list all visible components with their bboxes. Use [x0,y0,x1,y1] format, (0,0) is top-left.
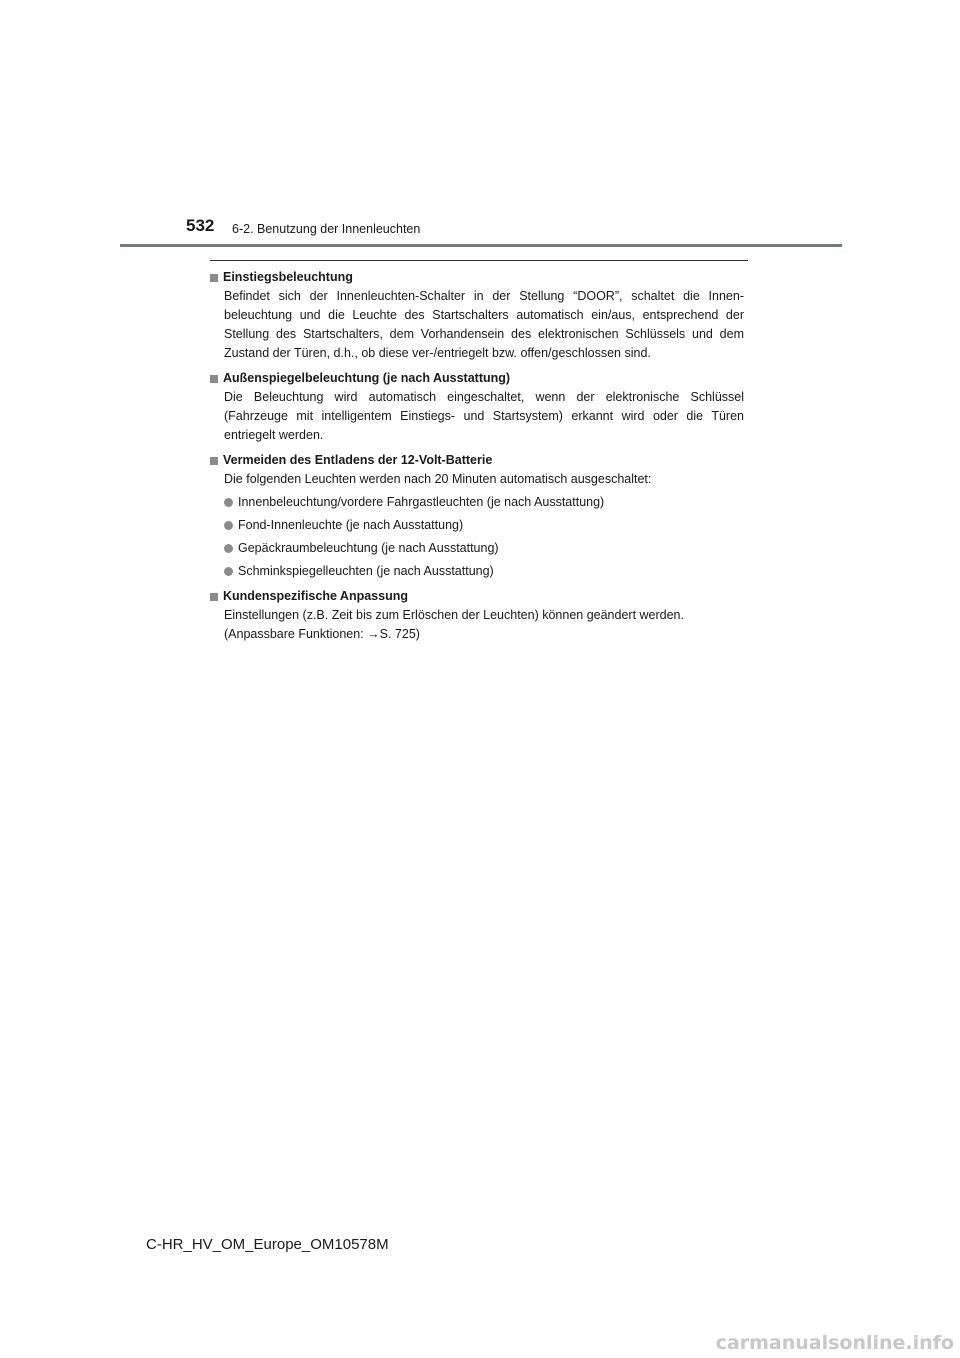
list-item-text: Fond-Innenleuchte (je nach Ausstattung) [238,518,464,532]
content-rule [210,260,748,261]
page-number: 532 [186,216,215,235]
heading-text: Einstiegsbeleuchtung [223,270,353,284]
section-anpassung [210,587,744,644]
heading-text: Vermeiden des Entladens der 12-Volt-Batterie [223,453,493,467]
list-item [210,562,744,581]
section-einstiegsbeleuchtung [210,268,744,363]
circle-bullet-icon [224,544,233,553]
square-bullet-icon [210,274,218,282]
watermark: carmanualsonline.info [715,1332,954,1354]
square-bullet-icon [210,375,218,383]
list-item-text: Gepäckraumbeleuchtung (je nach Ausstattung) [238,541,499,555]
section-text: Einstellungen (z.B. Zeit bis zum Erlöschen der Leuchten) können geändert werden. [224,608,684,622]
circle-bullet-icon [224,567,233,576]
header-rule [120,244,842,247]
section-aussenspiegelbeleuchtung [210,369,744,445]
square-bullet-icon [210,457,218,465]
section-text: Die folgenden Leuchten werden nach 20 Minuten automatisch ausgeschaltet: [224,472,652,486]
list-item-text: Innenbeleuchtung/vordere Fahrgastleuchten (je nach Ausstattung) [238,495,605,509]
heading-text: Kundenspezifische Anpassung [223,589,408,603]
section-batterie [210,451,744,581]
circle-bullet-icon [224,521,233,530]
heading-text: Außenspiegelbeleuchtung (je nach Ausstattung) [223,371,511,385]
section-heading [210,268,744,287]
section-heading [210,451,744,470]
list-item [210,493,744,512]
section-text: Die Beleuchtung wird automatisch eingeschaltet, wenn der elektronische Schlüssel (Fahrzeuge mit intelligentem Einstiegs- und Startsystem) erkannt wird oder die Türen entriegelt werden. [224,390,744,442]
section-heading [210,587,744,606]
list-item-text: Schminkspiegelleuchten (je nach Ausstattung) [238,564,494,578]
section-heading [210,369,744,388]
section-cross-reference[interactable]: (Anpassbare Funktionen: →S. 725) [224,627,420,641]
content-body [210,268,744,650]
document-id: C-HR_HV_OM_Europe_OM10578M [146,1236,389,1253]
section-text: Befindet sich der Innenleuchten-Schalter in der Stellung “DOOR”, schaltet die Innen-beleuchtung und die Leuchte des Startschalters automatisch ein/aus, entsprechend der Stellung des Startschalters, dem Vorhandensein des elektronischen Schlüssels und dem Zustand der Türen, d.h., ob diese ver-/entriegelt bzw. offen/geschlossen sind. [224,289,744,360]
section-title: 6-2. Benutzung der Innenleuchten [232,222,421,236]
list-item [210,516,744,535]
list-item [210,539,744,558]
circle-bullet-icon [224,498,233,507]
square-bullet-icon [210,593,218,601]
